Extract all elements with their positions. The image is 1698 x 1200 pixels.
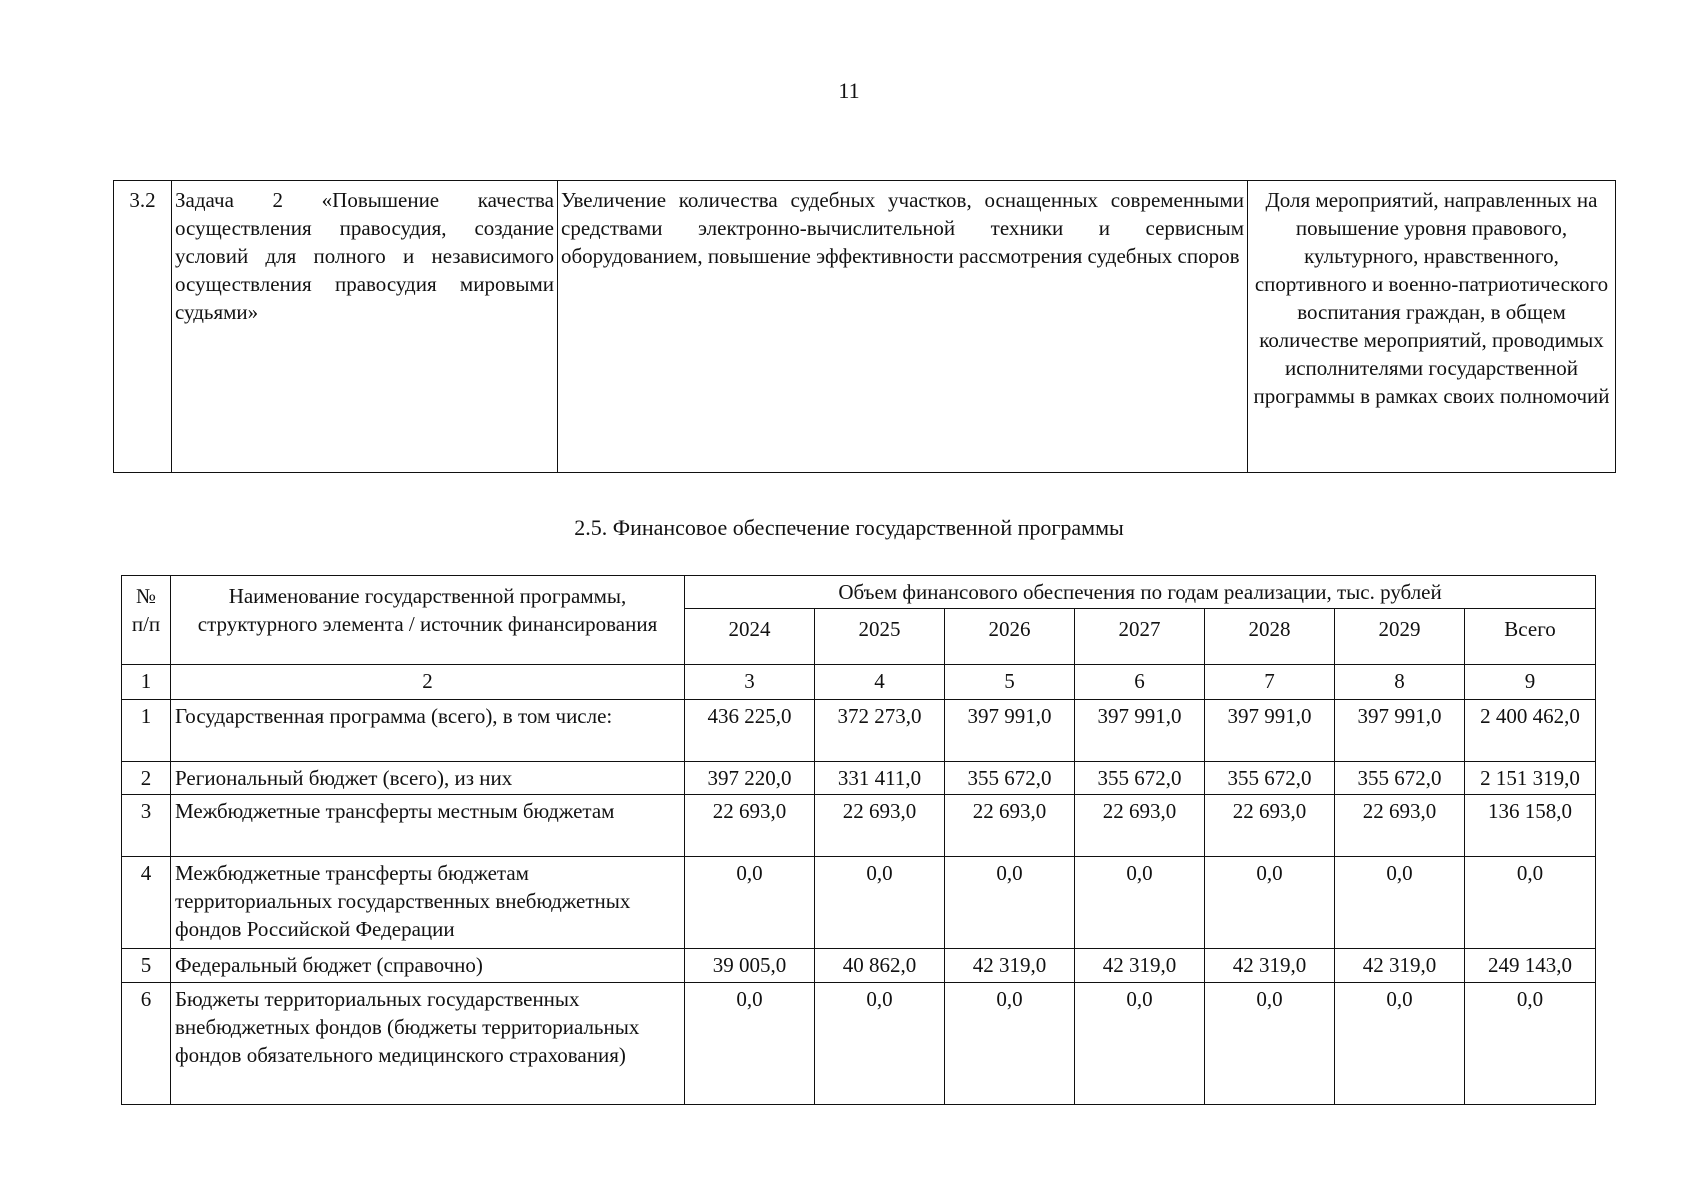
table-row <box>122 700 1596 762</box>
row-value: 372 273,0 <box>815 700 945 762</box>
row-name: Федеральный бюджет (справочно) <box>171 949 685 983</box>
row-value: 0,0 <box>1205 983 1335 1105</box>
row-value: 0,0 <box>945 857 1075 949</box>
row-num: 1 <box>122 700 171 762</box>
table-row <box>122 983 1596 1105</box>
task-table <box>113 180 1616 473</box>
header-row <box>122 576 1596 609</box>
row-name: Бюджеты территориальных государственных внебюджетных фондов (бюджеты территориальных фондов обязательного медицинского страхования) <box>171 983 685 1105</box>
row-num: 2 <box>122 762 171 795</box>
row-value: 0,0 <box>945 983 1075 1105</box>
task-indicator: Доля мероприятий, направленных на повышение уровня правового, культурного, нравственного, спортивного и военно-патриотического воспитания граждан, в общем количестве мероприятий, проводимых исполнителями государственной программы в рамках своих полномочий <box>1248 181 1616 473</box>
table-row <box>122 762 1596 795</box>
index-cell: 5 <box>945 665 1075 700</box>
table-row <box>122 857 1596 949</box>
row-value: 22 693,0 <box>815 795 945 857</box>
row-value: 22 693,0 <box>685 795 815 857</box>
row-value: 42 319,0 <box>945 949 1075 983</box>
row-num: 4 <box>122 857 171 949</box>
row-value: 22 693,0 <box>1335 795 1465 857</box>
header-volume: Объем финансового обеспечения по годам реализации, тыс. рублей <box>685 576 1596 609</box>
row-value: 0,0 <box>1075 983 1205 1105</box>
row-total: 0,0 <box>1465 983 1596 1105</box>
header-name: Наименование государственной программы, структурного элемента / источник финансирования <box>171 576 685 665</box>
header-total: Всего <box>1465 609 1596 665</box>
row-value: 0,0 <box>685 857 815 949</box>
index-cell: 8 <box>1335 665 1465 700</box>
index-cell: 9 <box>1465 665 1596 700</box>
header-year: 2028 <box>1205 609 1335 665</box>
row-value: 355 672,0 <box>945 762 1075 795</box>
row-value: 397 991,0 <box>1335 700 1465 762</box>
row-value: 22 693,0 <box>1075 795 1205 857</box>
index-row <box>122 665 1596 700</box>
row-value: 39 005,0 <box>685 949 815 983</box>
task-name: Задача 2 «Повышение качества осуществления правосудия, создание условий для полного и независимого осуществления правосудия мировыми судьями» <box>172 181 558 473</box>
row-name: Региональный бюджет (всего), из них <box>171 762 685 795</box>
row-total: 136 158,0 <box>1465 795 1596 857</box>
row-num: 6 <box>122 983 171 1105</box>
index-cell: 4 <box>815 665 945 700</box>
row-value: 42 319,0 <box>1075 949 1205 983</box>
row-total: 0,0 <box>1465 857 1596 949</box>
row-num: 3 <box>122 795 171 857</box>
row-name: Межбюджетные трансферты местным бюджетам <box>171 795 685 857</box>
row-value: 397 991,0 <box>945 700 1075 762</box>
row-num: 5 <box>122 949 171 983</box>
table-row <box>122 795 1596 857</box>
row-total: 249 143,0 <box>1465 949 1596 983</box>
row-total: 2 151 319,0 <box>1465 762 1596 795</box>
row-value: 0,0 <box>685 983 815 1105</box>
row-value: 0,0 <box>1075 857 1205 949</box>
row-value: 397 220,0 <box>685 762 815 795</box>
row-value: 0,0 <box>815 857 945 949</box>
header-year: 2026 <box>945 609 1075 665</box>
index-cell: 3 <box>685 665 815 700</box>
row-name: Межбюджетные трансферты бюджетам территориальных государственных внебюджетных фондов Российской Федерации <box>171 857 685 949</box>
table-row <box>122 949 1596 983</box>
task-number: 3.2 <box>114 181 172 473</box>
page-number: 11 <box>838 78 860 103</box>
header-year: 2029 <box>1335 609 1465 665</box>
table-row <box>114 181 1616 473</box>
row-total: 2 400 462,0 <box>1465 700 1596 762</box>
finance-table <box>121 575 1596 1105</box>
row-value: 0,0 <box>1335 983 1465 1105</box>
index-cell: 7 <box>1205 665 1335 700</box>
section-title: 2.5. Финансовое обеспечение государственной программы <box>574 515 1124 540</box>
row-value: 22 693,0 <box>945 795 1075 857</box>
header-year: 2025 <box>815 609 945 665</box>
row-value: 355 672,0 <box>1205 762 1335 795</box>
task-result: Увеличение количества судебных участков, оснащенных современными средствами электронно-вычислительной техники и сервисным оборудованием, повышение эффективности рассмотрения судебных споров <box>558 181 1248 473</box>
header-year: 2027 <box>1075 609 1205 665</box>
row-value: 42 319,0 <box>1205 949 1335 983</box>
row-value: 40 862,0 <box>815 949 945 983</box>
row-value: 355 672,0 <box>1335 762 1465 795</box>
index-cell: 6 <box>1075 665 1205 700</box>
row-value: 0,0 <box>1335 857 1465 949</box>
row-value: 0,0 <box>1205 857 1335 949</box>
row-value: 397 991,0 <box>1205 700 1335 762</box>
row-name: Государственная программа (всего), в том числе: <box>171 700 685 762</box>
index-cell: 2 <box>171 665 685 700</box>
header-year: 2024 <box>685 609 815 665</box>
header-num: № п/п <box>122 576 171 665</box>
row-value: 42 319,0 <box>1335 949 1465 983</box>
index-cell: 1 <box>122 665 171 700</box>
row-value: 397 991,0 <box>1075 700 1205 762</box>
row-value: 22 693,0 <box>1205 795 1335 857</box>
row-value: 355 672,0 <box>1075 762 1205 795</box>
row-value: 436 225,0 <box>685 700 815 762</box>
row-value: 0,0 <box>815 983 945 1105</box>
row-value: 331 411,0 <box>815 762 945 795</box>
